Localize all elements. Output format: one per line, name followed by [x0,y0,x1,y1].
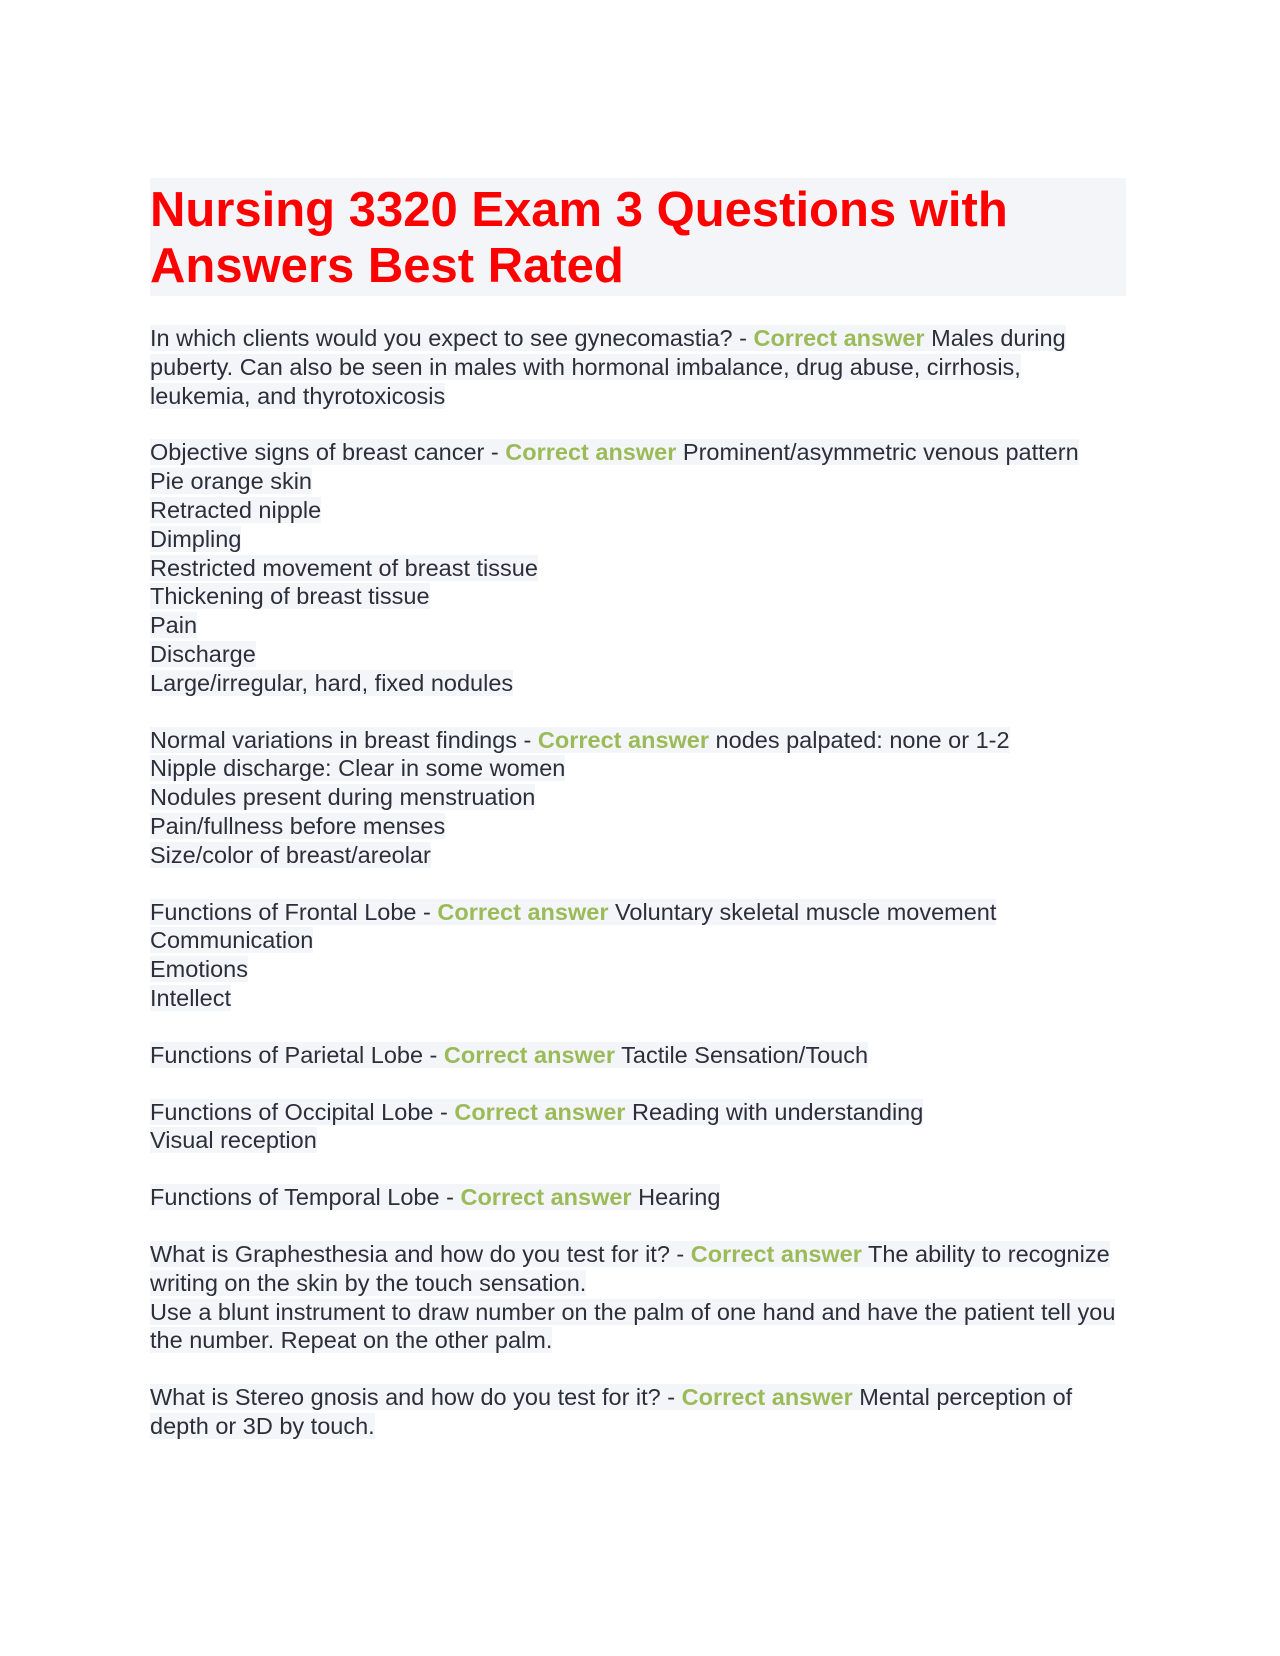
answer-line-text: Pain [150,612,198,639]
correct-answer-label: Correct answer [454,1098,626,1125]
question-text: Functions of Parietal Lobe - [150,1041,444,1068]
correct-answer-label: Correct answer [753,325,925,351]
answer-line [150,467,1126,496]
question-text: Functions of Frontal Lobe - [150,898,438,925]
question-text: In which clients would you expect to see gynecomastia? - [150,325,754,351]
answer-line-text: Nipple discharge: Clear in some women [150,755,566,782]
answer-line [150,525,1126,554]
answer-line-text: Size/color of breast/areolar [150,841,431,868]
answer-text: The ability to recognize writing on the skin by the touch sensation. [150,1240,1110,1296]
answer-line-text: Use a blunt instrument to draw number on the palm of one hand and have the patient tell you the number. Repeat on the other palm. [150,1298,1116,1354]
answer-line [150,554,1126,583]
qa-highlight [150,1241,1110,1296]
question-text: Functions of Temporal Lobe - [150,1184,461,1211]
qa-highlight [150,899,996,925]
answer-text: Hearing [631,1184,721,1211]
answer-line-text: Dimpling [150,525,242,552]
qa-highlight [150,439,1079,465]
qa-first-line [150,726,1126,755]
qa-first-line [150,1098,1126,1127]
qa-list [150,324,1126,1441]
answer-line [150,496,1126,525]
qa-highlight [150,1184,720,1210]
qa-first-line [150,1041,1126,1070]
correct-answer-label: Correct answer [505,439,677,466]
answer-line [150,582,1126,611]
answer-line-text: Restricted movement of breast tissue [150,554,538,581]
answer-line-text: Communication [150,927,314,954]
answer-line-text: Pie orange skin [150,468,312,495]
answer-line-text: Thickening of breast tissue [150,583,430,610]
qa-highlight [150,1099,923,1125]
answer-text: Tactile Sensation/Touch [615,1041,869,1068]
title-block [150,178,1126,296]
answer-line-text: Discharge [150,640,256,667]
answer-line [150,1126,1126,1155]
answer-line [150,640,1126,669]
qa-first-line [150,1183,1126,1212]
correct-answer-label: Correct answer [443,1041,616,1068]
correct-answer-label: Correct answer [681,1384,853,1411]
answer-line-text: Intellect [150,984,231,1011]
answer-line-text: Retracted nipple [150,496,322,523]
answer-line [150,841,1126,870]
qa-item [150,1383,1126,1441]
qa-item [150,726,1126,870]
answer-line-text: Pain/fullness before menses [150,812,446,839]
answer-line [150,611,1126,640]
qa-highlight [150,1042,868,1068]
answer-line-text: Emotions [150,956,248,983]
qa-highlight [150,1384,1072,1439]
qa-highlight [150,727,1010,753]
correct-answer-label: Correct answer [537,726,710,753]
answer-text: Reading with understanding [625,1098,924,1125]
answer-text: Voluntary skeletal muscle movement [608,898,997,925]
answer-line-text: Nodules present during menstruation [150,784,536,811]
answer-line [150,812,1126,841]
correct-answer-label: Correct answer [690,1240,862,1267]
answer-line [150,926,1126,955]
qa-item [150,438,1126,697]
qa-item [150,1240,1126,1355]
answer-text: Males during puberty. Can also be seen in males with hormonal imbalance, drug abuse, cirrhosis, leukemia, and thyrotoxicosis [150,325,1066,409]
correct-answer-label: Correct answer [437,898,609,925]
qa-first-line [150,438,1126,467]
answer-line [150,984,1126,1013]
document-page [150,178,1126,1469]
question-text: What is Graphesthesia and how do you test for it? - [150,1240,691,1267]
question-text: Normal variations in breast findings - [150,726,538,753]
correct-answer-label: Correct answer [460,1184,632,1211]
answer-line [150,783,1126,812]
answer-line-text: Large/irregular, hard, fixed nodules [150,669,514,696]
qa-item [150,324,1126,410]
qa-first-line [150,898,1126,927]
document-title: Nursing 3320 Exam 3 Questions with Answers Best Rated [150,183,1008,293]
answer-line [150,669,1126,698]
answer-line [150,955,1126,984]
answer-line-text: Visual reception [150,1127,317,1154]
qa-first-line [150,1240,1126,1298]
question-text: Functions of Occipital Lobe - [150,1098,455,1125]
question-text: What is Stereo gnosis and how do you test for it? - [150,1384,682,1411]
qa-first-line [150,324,1126,410]
answer-text: Prominent/asymmetric venous pattern [676,439,1079,466]
qa-highlight [150,325,1066,409]
qa-item [150,1098,1126,1156]
answer-text: Mental perception of depth or 3D by touch. [150,1384,1073,1439]
question-text: Objective signs of breast cancer - [150,439,506,466]
qa-item [150,1041,1126,1070]
answer-line [150,754,1126,783]
qa-item [150,1183,1126,1212]
answer-line [150,1298,1126,1356]
answer-text: nodes palpated: none or 1-2 [709,726,1010,753]
qa-first-line [150,1383,1126,1441]
qa-item [150,898,1126,1013]
